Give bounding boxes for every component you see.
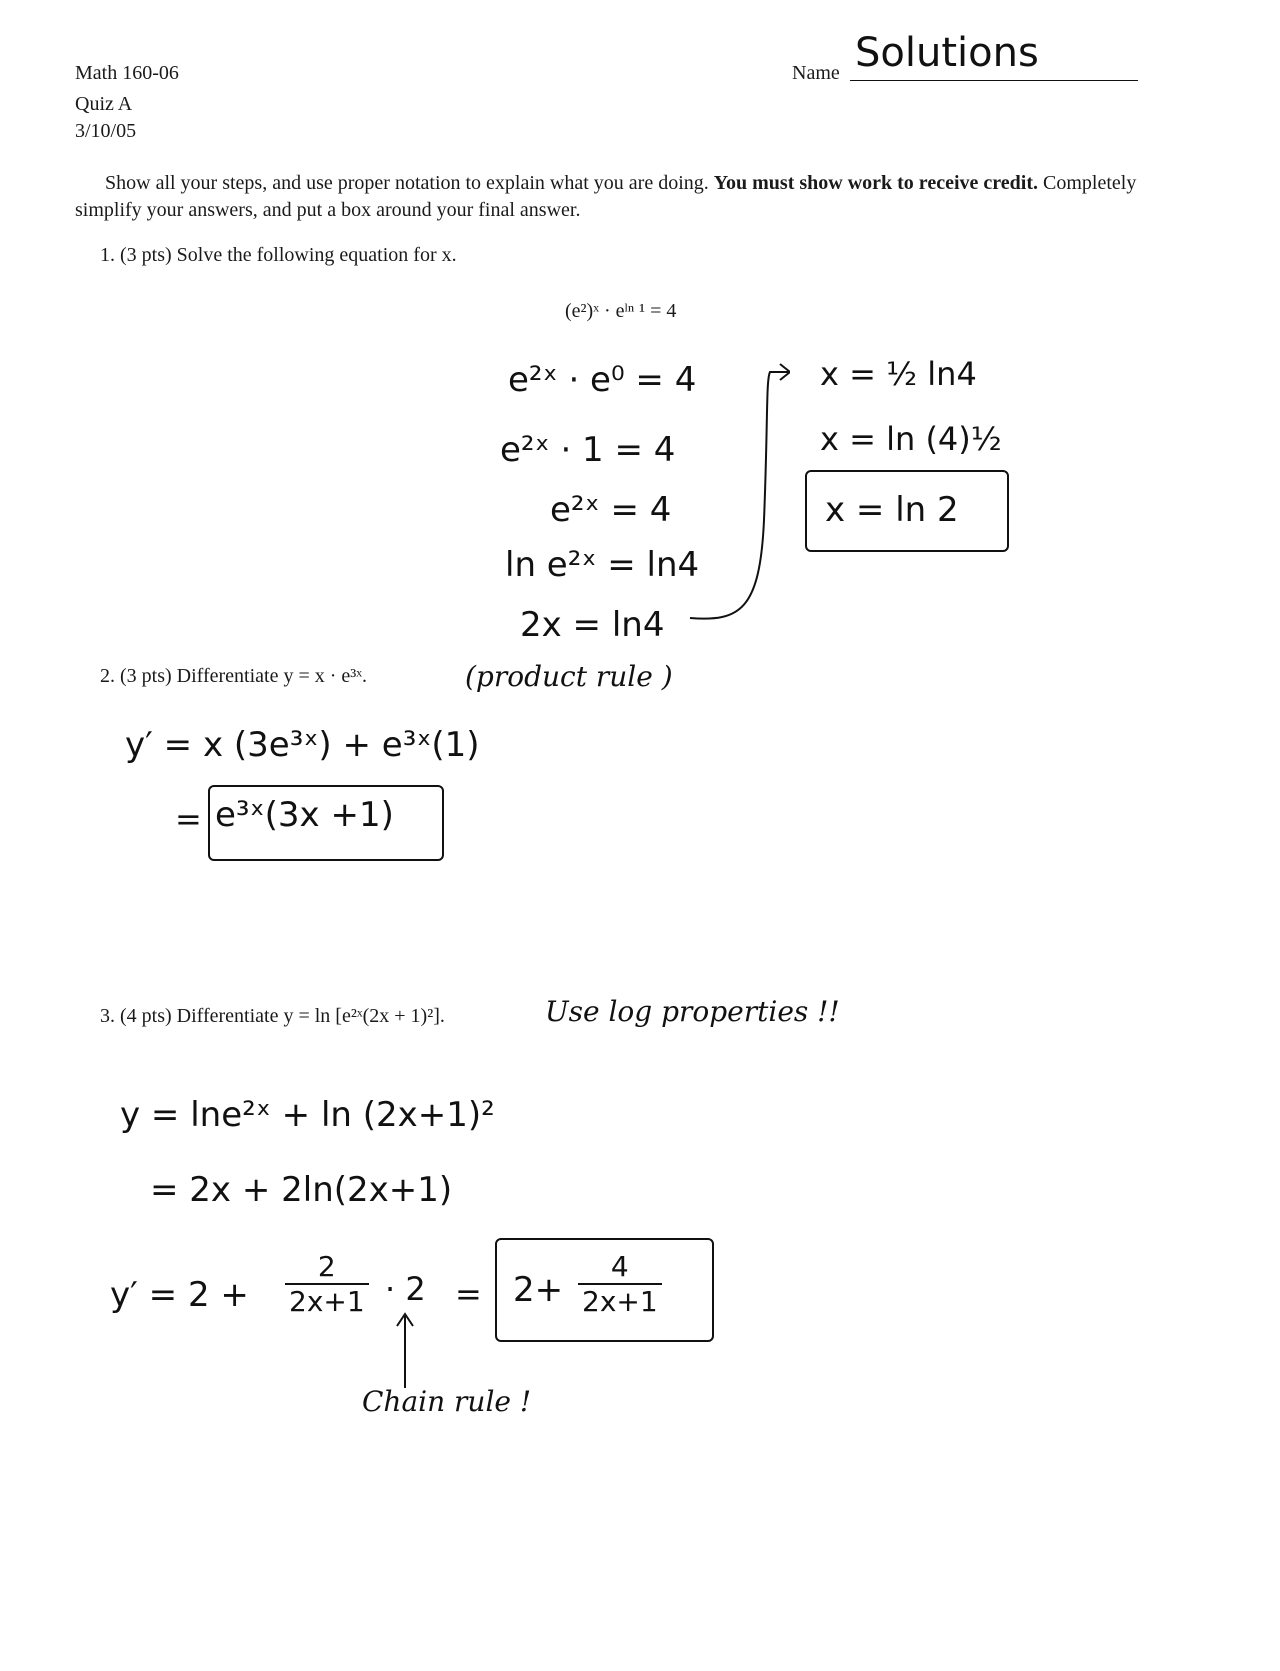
q1-step-5: 2x = ln4 xyxy=(520,605,665,645)
q3-fraction-numerator: 2 xyxy=(285,1250,369,1285)
q1-right-step-2: x = ln (4)½ xyxy=(820,420,1002,458)
quiz-date: 3/10/05 xyxy=(75,120,137,142)
q2-note: (product rule ) xyxy=(465,660,673,693)
q2-answer: e³ˣ(3x +1) xyxy=(215,795,394,835)
course-title: Math 160-06 xyxy=(75,62,179,84)
q2-prompt: 2. (3 pts) Differentiate y = x · e³ˣ. xyxy=(100,665,368,687)
q3-equals: = xyxy=(455,1275,482,1313)
q3-prompt: 3. (4 pts) Differentiate y = ln [e²ˣ(2x + 1)²]. xyxy=(100,1005,445,1027)
q1-step-1: e²ˣ · e⁰ = 4 xyxy=(508,360,697,400)
q1-step-4: ln e²ˣ = ln4 xyxy=(505,545,700,585)
name-label: Name xyxy=(792,62,840,84)
q3-times-two: · 2 xyxy=(385,1270,426,1308)
q3-chain-note: Chain rule ! xyxy=(362,1385,532,1418)
name-underline xyxy=(850,80,1138,81)
q3-chain-arrow xyxy=(390,1310,420,1390)
instructions-part2: Completely simplify your answers, and put a box around your final answer. xyxy=(75,172,1137,221)
q1-answer: x = ln 2 xyxy=(825,490,959,530)
q3-answer-lead: 2+ xyxy=(513,1270,564,1310)
instructions xyxy=(75,170,1140,224)
quiz-label: Quiz A xyxy=(75,93,133,115)
q1-step-2: e²ˣ · 1 = 4 xyxy=(500,430,676,470)
instructions-part1: Show all your steps, and use proper notation to explain what you are doing. xyxy=(105,172,709,194)
q3-answer-fraction xyxy=(578,1250,662,1318)
instructions-bold: You must show work to receive credit. xyxy=(713,172,1038,194)
q3-answer-denominator: 2x+1 xyxy=(582,1285,658,1318)
q1-right-step-1: x = ½ ln4 xyxy=(820,355,977,393)
q3-fraction xyxy=(285,1250,369,1318)
q3-answer-numerator: 4 xyxy=(578,1250,662,1285)
q1-connector-arrow xyxy=(680,360,790,630)
name-value: Solutions xyxy=(855,30,1039,76)
q1-prompt: 1. (3 pts) Solve the following equation for x. xyxy=(100,244,457,266)
q2-step-1: y′ = x (3e³ˣ) + e³ˣ(1) xyxy=(125,725,480,765)
q3-derivative-lhs: y′ = 2 + xyxy=(110,1275,249,1315)
q2-equals: = xyxy=(175,800,202,838)
q3-fraction-denominator: 2x+1 xyxy=(289,1285,365,1318)
q1-step-3: e²ˣ = 4 xyxy=(550,490,672,530)
q3-step-1: y = lne²ˣ + ln (2x+1)² xyxy=(120,1095,495,1135)
q3-note: Use log properties !! xyxy=(545,995,840,1028)
q3-step-2: = 2x + 2ln(2x+1) xyxy=(150,1170,453,1210)
q1-equation: (e²)ˣ · eˡⁿ ¹ = 4 xyxy=(565,300,677,322)
